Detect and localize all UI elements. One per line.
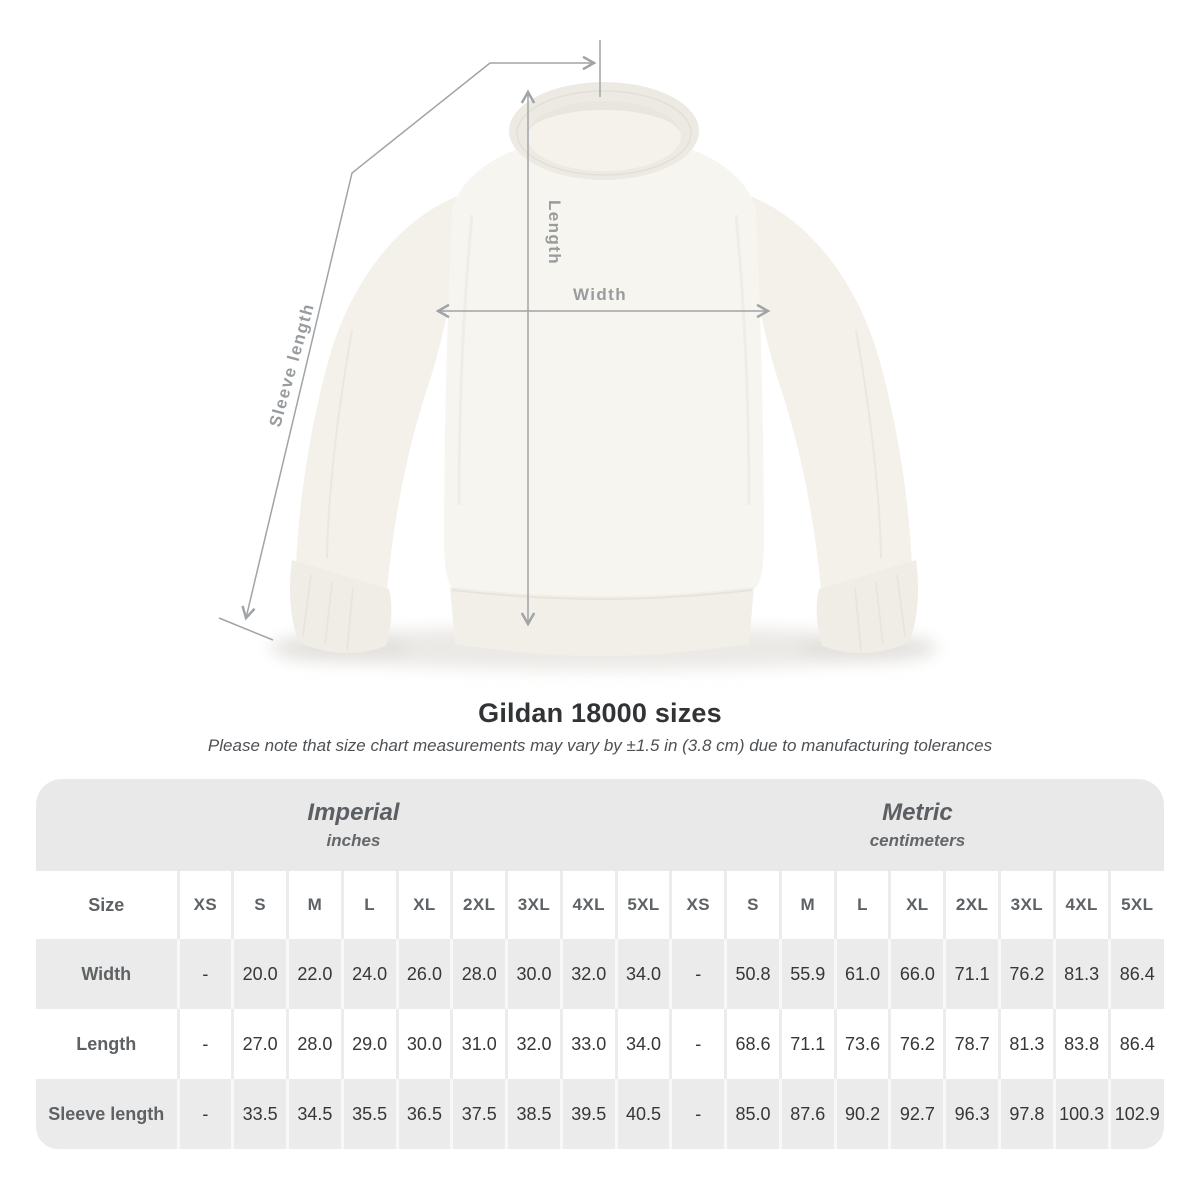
cell-sleeve-length-metric-3xl: 97.8: [999, 1079, 1054, 1149]
cell-length-metric-3xl: 81.3: [999, 1009, 1054, 1079]
imperial-group-header: [36, 779, 671, 871]
cell-width-metric-xl: 66.0: [890, 939, 945, 1009]
cell-width-metric-xs: -: [671, 939, 726, 1009]
metric-label: Metric: [882, 799, 953, 826]
cell-width-imperial-2xl: 28.0: [452, 939, 507, 1009]
measure-tick-cuff: [219, 618, 273, 640]
table-row-width: [36, 939, 1164, 1009]
size-header-metric-3xl: 3XL: [999, 871, 1054, 939]
size-header-imperial-xs: XS: [178, 871, 233, 939]
cell-width-imperial-xs: -: [178, 939, 233, 1009]
cell-length-imperial-xs: -: [178, 1009, 233, 1079]
cell-width-metric-3xl: 76.2: [999, 939, 1054, 1009]
size-table: [36, 779, 1164, 1149]
cell-width-imperial-5xl: 34.0: [616, 939, 671, 1009]
page-title: Gildan 18000 sizes: [478, 698, 722, 728]
body: [444, 135, 764, 598]
cell-length-imperial-3xl: 32.0: [507, 1009, 562, 1079]
cell-width-imperial-4xl: 32.0: [561, 939, 616, 1009]
size-header-metric-2xl: 2XL: [945, 871, 1000, 939]
size-header-metric-l: L: [835, 871, 890, 939]
size-header-imperial-s: S: [233, 871, 288, 939]
cell-length-metric-l: 73.6: [835, 1009, 890, 1079]
cell-sleeve-length-imperial-l: 35.5: [342, 1079, 397, 1149]
cell-sleeve-length-metric-4xl: 100.3: [1054, 1079, 1109, 1149]
cell-sleeve-length-imperial-s: 33.5: [233, 1079, 288, 1149]
cell-length-imperial-4xl: 33.0: [561, 1009, 616, 1079]
size-header-imperial-2xl: 2XL: [452, 871, 507, 939]
hem-band: [450, 587, 754, 656]
cell-width-imperial-m: 22.0: [288, 939, 343, 1009]
metric-sublabel: centimeters: [869, 831, 966, 850]
cell-length-metric-4xl: 83.8: [1054, 1009, 1109, 1079]
cell-sleeve-length-imperial-4xl: 39.5: [561, 1079, 616, 1149]
imperial-sublabel: inches: [326, 831, 381, 850]
cell-width-metric-m: 55.9: [780, 939, 835, 1009]
sleeve-right: [742, 193, 918, 653]
cell-sleeve-length-metric-5xl: 102.9: [1109, 1079, 1164, 1149]
cell-width-imperial-l: 24.0: [342, 939, 397, 1009]
sleeve-left: [290, 193, 466, 653]
unit-group-row: [36, 779, 1164, 871]
table-row-length: [36, 1009, 1164, 1079]
cell-sleeve-length-metric-m: 87.6: [780, 1079, 835, 1149]
cell-length-imperial-5xl: 34.0: [616, 1009, 671, 1079]
cell-length-metric-5xl: 86.4: [1109, 1009, 1164, 1079]
size-header-imperial-5xl: 5XL: [616, 871, 671, 939]
cell-sleeve-length-metric-s: 85.0: [726, 1079, 781, 1149]
cell-sleeve-length-imperial-xs: -: [178, 1079, 233, 1149]
metric-group-header: [671, 779, 1164, 871]
size-header-imperial-l: L: [342, 871, 397, 939]
size-header-imperial-m: M: [288, 871, 343, 939]
cell-length-metric-s: 68.6: [726, 1009, 781, 1079]
size-header-imperial-xl: XL: [397, 871, 452, 939]
cell-width-metric-l: 61.0: [835, 939, 890, 1009]
sleeve-length-label: Sleeve length: [265, 300, 319, 430]
cell-length-imperial-m: 28.0: [288, 1009, 343, 1079]
cell-sleeve-length-metric-2xl: 96.3: [945, 1079, 1000, 1149]
size-header-metric-xs: XS: [671, 871, 726, 939]
cell-width-imperial-3xl: 30.0: [507, 939, 562, 1009]
size-header-row: [36, 871, 1164, 939]
cell-length-metric-xl: 76.2: [890, 1009, 945, 1079]
cell-sleeve-length-metric-l: 90.2: [835, 1079, 890, 1149]
size-header-imperial-3xl: 3XL: [507, 871, 562, 939]
row-label-length: Length: [76, 1033, 137, 1054]
cell-sleeve-length-metric-xl: 92.7: [890, 1079, 945, 1149]
cell-sleeve-length-imperial-xl: 36.5: [397, 1079, 452, 1149]
collar: [509, 82, 699, 180]
cell-sleeve-length-imperial-2xl: 37.5: [452, 1079, 507, 1149]
tolerance-note: Please note that size chart measurements may vary by ±1.5 in (3.8 cm) due to manufacturing tolerances: [207, 736, 993, 755]
cell-width-imperial-s: 20.0: [233, 939, 288, 1009]
cell-width-imperial-xl: 26.0: [397, 939, 452, 1009]
length-label: Length: [545, 200, 564, 266]
cell-length-imperial-s: 27.0: [233, 1009, 288, 1079]
size-column-header: Size: [88, 894, 125, 915]
row-label-sleeve-length: Sleeve length: [48, 1103, 165, 1124]
size-header-imperial-4xl: 4XL: [561, 871, 616, 939]
size-header-metric-s: S: [726, 871, 781, 939]
width-label: Width: [572, 285, 628, 304]
table-row-sleeve-length: [36, 1079, 1164, 1149]
size-header-metric-xl: XL: [890, 871, 945, 939]
cell-length-metric-2xl: 78.7: [945, 1009, 1000, 1079]
cell-sleeve-length-imperial-3xl: 38.5: [507, 1079, 562, 1149]
cell-length-imperial-2xl: 31.0: [452, 1009, 507, 1079]
cell-sleeve-length-imperial-5xl: 40.5: [616, 1079, 671, 1149]
cell-length-imperial-l: 29.0: [342, 1009, 397, 1079]
cell-length-imperial-xl: 30.0: [397, 1009, 452, 1079]
size-header-metric-5xl: 5XL: [1109, 871, 1164, 939]
row-label-width: Width: [81, 963, 132, 984]
size-header-metric-4xl: 4XL: [1054, 871, 1109, 939]
size-table-wrap: [36, 779, 1164, 1149]
size-header-metric-m: M: [780, 871, 835, 939]
cell-width-metric-s: 50.8: [726, 939, 781, 1009]
cell-length-metric-xs: -: [671, 1009, 726, 1079]
cell-sleeve-length-imperial-m: 34.5: [288, 1079, 343, 1149]
cell-width-metric-4xl: 81.3: [1054, 939, 1109, 1009]
imperial-label: Imperial: [307, 799, 400, 826]
cell-width-metric-5xl: 86.4: [1109, 939, 1164, 1009]
cell-sleeve-length-metric-xs: -: [671, 1079, 726, 1149]
cell-width-metric-2xl: 71.1: [945, 939, 1000, 1009]
cell-length-metric-m: 71.1: [780, 1009, 835, 1079]
